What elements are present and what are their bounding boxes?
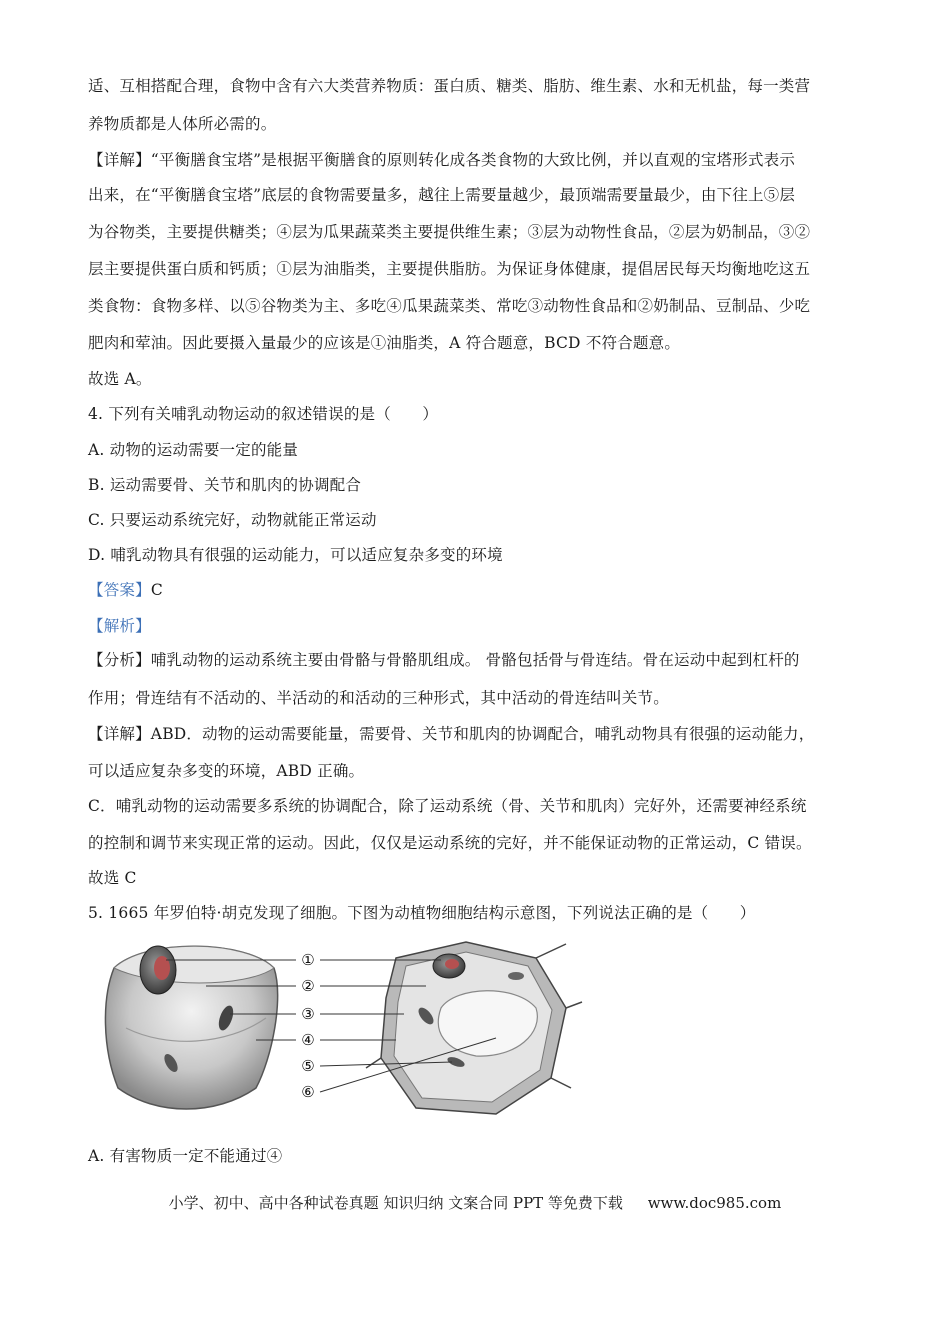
paragraph-line: 【详解】“平衡膳食宝塔”是根据平衡膳食的原则转化成各类食物的大致比例，并以直观的宝塔形式表示 bbox=[88, 151, 796, 169]
answer-line bbox=[88, 580, 868, 600]
answer-tag: 【答案】 bbox=[88, 581, 151, 599]
paragraph-line: 类食物：食物多样、以⑤谷物类为主、多吃④瓜果蔬菜类、常吃③动物性食品和②奶制品、豆制品、少吃 bbox=[88, 297, 811, 315]
paragraph-line: 的控制和调节来实现正常的运动。因此，仅仅是运动系统的完好，并不能保证动物的正常运动，C 错误。 bbox=[88, 834, 812, 852]
option-a: A. 动物的运动需要一定的能量 bbox=[88, 441, 299, 459]
question-5-stem: 5. 1665 年罗伯特·胡克发现了细胞。下图为动植物细胞结构示意图，下列说法正确的是（ ） bbox=[88, 904, 756, 922]
paragraph-line: 【分析】哺乳动物的运动系统主要由骨骼与骨骼肌组成。 骨骼包括骨与骨连结。骨在运动中起到杠杆的 bbox=[88, 651, 800, 669]
analysis-tag: 【解析】 bbox=[88, 617, 151, 635]
option-c: C. 只要运动系统完好，动物就能正常运动 bbox=[88, 511, 377, 529]
answer-value: C bbox=[150, 581, 163, 599]
paragraph-line: 肥肉和荤油。因此要摄入量最少的应该是①油脂类，A 符合题意，BCD 不符合题意。 bbox=[88, 334, 681, 352]
paragraph-line: 出来，在“平衡膳食宝塔”底层的食物需要量多，越往上需要量越少，最顶端需要量最少，由下往上⑤层 bbox=[88, 186, 796, 204]
paragraph-line: C．哺乳动物的运动需要多系统的协调配合，除了运动系统（骨、关节和肌肉）完好外，还需要神经系统 bbox=[88, 797, 807, 815]
cell-structure-diagram bbox=[96, 938, 586, 1118]
paragraph-line: 层主要提供蛋白质和钙质；①层为油脂类，主要提供脂肪。为保证身体健康，提倡居民每天均衡地吃这五 bbox=[88, 260, 811, 278]
label-3: ③ bbox=[301, 1005, 315, 1023]
page-footer bbox=[0, 1192, 950, 1213]
label-4: ④ bbox=[301, 1031, 315, 1049]
paragraph-line: 【详解】ABD．动物的运动需要能量，需要骨、关节和肌肉的协调配合，哺乳动物具有很强的运动能力， bbox=[88, 725, 815, 743]
question-4-stem: 4. 下列有关哺乳动物运动的叙述错误的是（ ） bbox=[88, 405, 439, 423]
label-2: ② bbox=[301, 977, 315, 995]
paragraph-line: 为谷物类，主要提供糖类；④层为瓜果蔬菜类主要提供维生素；③层为动物性食品，②层为奶制品，③② bbox=[88, 223, 811, 241]
label-1: ① bbox=[301, 951, 315, 969]
question-5-option-a: A. 有害物质一定不能通过④ bbox=[88, 1147, 283, 1165]
footer-url[interactable]: www.doc985.com bbox=[647, 1194, 782, 1212]
label-5: ⑤ bbox=[301, 1057, 315, 1075]
plant-cell bbox=[366, 942, 582, 1114]
paragraph-line: 故选 C bbox=[88, 869, 137, 887]
animal-cell bbox=[105, 946, 277, 1109]
label-6: ⑥ bbox=[301, 1083, 315, 1101]
paragraph-line: 适、互相搭配合理，食物中含有六大类营养物质：蛋白质、糖类、脂肪、维生素、水和无机盐，每一类营 bbox=[88, 77, 811, 95]
paragraph-line: 故选 A。 bbox=[88, 370, 152, 388]
paragraph-line: 作用；骨连结有不活动的、半活动的和活动的三种形式，其中活动的骨连结叫关节。 bbox=[88, 689, 669, 707]
paragraph-line: 可以适应复杂多变的环境，ABD 正确。 bbox=[88, 762, 365, 780]
paragraph-line: 养物质都是人体所必需的。 bbox=[88, 115, 277, 133]
footer-text: 小学、初中、高中各种试卷真题 知识归纳 文案合同 PPT 等免费下载 bbox=[168, 1194, 623, 1212]
option-d: D. 哺乳动物具有很强的运动能力，可以适应复杂多变的环境 bbox=[88, 546, 503, 564]
option-b: B. 运动需要骨、关节和肌肉的协调配合 bbox=[88, 476, 362, 494]
